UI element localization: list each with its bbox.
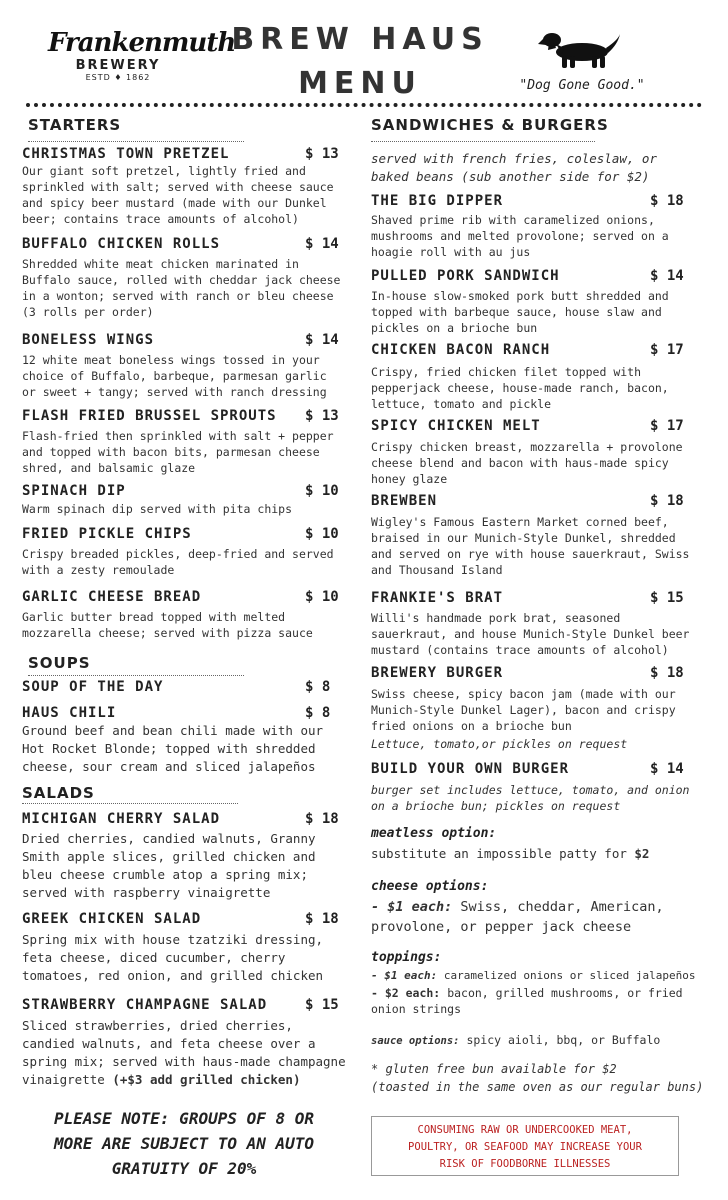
item-description: Ground beef and bean chili made with our Hot Rocket Blonde; topped with shredded cheese, sour cream and sliced jalapeños [22, 723, 324, 774]
gratuity-note-line3: GRATUITY OF 20% [111, 1159, 257, 1178]
food-safety-warning [371, 1116, 679, 1176]
item-name: FLASH FRIED BRUSSEL SPROUTS [22, 408, 277, 424]
item-price: $ 15 [305, 997, 339, 1013]
item-name: FRANKIE'S BRAT [371, 590, 504, 606]
item-price: $ 18 [650, 493, 684, 509]
toppings-1 [371, 968, 711, 984]
salads-underline [22, 803, 238, 804]
item-description: Spring mix with house tzatziki dressing, feta cheese, diced cucumber, cherry tomatoes, red onion, and grilled chicken [22, 932, 324, 983]
item-note: burger set includes lettuce, tomato, and onion on a brioche bun; pickles on request [371, 783, 690, 813]
item-price: $ 8 [305, 679, 331, 695]
logo-script: Frankenmuth [48, 28, 236, 58]
item-description: Our giant soft pretzel, lightly fried and sprinkled with salt; served with cheese sauce and spicy beer mustard (made with our Dunkel beer; contains trace amounts of alcohol) [22, 164, 334, 226]
item-note: Lettuce, tomato,or pickles on request [371, 737, 628, 751]
starters-underline [28, 141, 244, 142]
item-price: $ 10 [305, 589, 339, 605]
header-divider [26, 103, 702, 107]
gluten-free-line1: * gluten free bun available for $2 [371, 1062, 617, 1076]
gratuity-note-line2: MORE ARE SUBJECT TO AN AUTO [53, 1134, 315, 1153]
item-name: BREWERY BURGER [371, 665, 504, 681]
soups-underline [28, 675, 244, 676]
item-name: THE BIG DIPPER [371, 193, 504, 209]
toppings-2-list: bacon, grilled mushrooms, or fried onion strings [371, 986, 683, 1016]
toppings-2-price: - $2 each: [371, 986, 441, 1000]
item-price: $ 14 [305, 236, 339, 252]
logo-sub: BREWERY [75, 58, 161, 73]
item-price: $ 18 [305, 911, 339, 927]
item-description: Swiss cheese, spicy bacon jam (made with our Munich-Style Dunkel Lager), bacon and crispy fried onions on a brioche bun [371, 687, 676, 733]
item-name: SPINACH DIP [22, 483, 126, 499]
desc-text: Sliced strawberries, dried cherries, candied walnuts, and feta cheese over a spring mix; served with haus-made champagne vinaigrette [22, 1018, 346, 1087]
item-price: $ 14 [650, 268, 684, 284]
item-name: GREEK CHICKEN SALAD [22, 911, 202, 927]
sandwiches-underline [371, 141, 595, 142]
item-name: STRAWBERRY CHAMPAGNE SALAD [22, 997, 268, 1013]
warning-line2: POULTRY, OR SEAFOOD MAY INCREASE YOUR [408, 1141, 642, 1153]
warning-line1: CONSUMING RAW OR UNDERCOOKED MEAT, [417, 1124, 633, 1136]
section-heading-starters: STARTERS [28, 116, 122, 134]
meatless-heading: meatless option: [371, 826, 497, 841]
item-name: GARLIC CHEESE BREAD [22, 589, 202, 605]
warning-line3: RISK OF FOODBORNE ILLNESSES [439, 1158, 611, 1170]
cheese-list: Swiss, cheddar, American, provolone, or pepper jack cheese [371, 899, 664, 935]
item-description: In-house slow-smoked pork butt shredded and topped with barbeque sauce, house slaw and pickles on a brioche bun [371, 289, 669, 335]
sauce-options [371, 1032, 701, 1049]
item-description: Willi's handmade pork brat, seasoned sauerkraut, and house Munich-Style Dunkel beer mustard (contains trace amounts of alcohol) [371, 611, 690, 657]
page-title-menu: MENU [298, 66, 422, 101]
slogan: "Dog Gone Good." [519, 78, 645, 93]
toppings-1-price: - $1 each: [371, 969, 438, 982]
cheese-heading: cheese options: [371, 879, 489, 894]
item-description: Garlic butter bread topped with melted mozzarella cheese; served with pizza sauce [22, 610, 313, 640]
item-price: $ 14 [650, 761, 684, 777]
item-name: BUILD YOUR OWN BURGER [371, 761, 570, 777]
item-name: SOUP OF THE DAY [22, 679, 164, 695]
item-price: $ 17 [650, 418, 684, 434]
item-description: Dried cherries, candied walnuts, Granny Smith apple slices, grilled chicken and bleu cheese crumble atop a spring mix; served with raspberry vinaigrette [22, 831, 316, 900]
meatless-text [371, 846, 701, 862]
item-price: $ 18 [305, 811, 339, 827]
item-price: $ 17 [650, 342, 684, 358]
cheese-price: - $1 each: [371, 899, 453, 915]
sauce-list: spicy aioli, bbq, or Buffalo [466, 1033, 661, 1047]
item-price: $ 10 [305, 526, 339, 542]
item-name: MICHIGAN CHERRY SALAD [22, 811, 221, 827]
section-subtitle: served with french fries, coleslaw, or baked beans (sub another side for $2) [371, 151, 657, 184]
item-name: FRIED PICKLE CHIPS [22, 526, 192, 542]
item-name: PULLED PORK SANDWICH [371, 268, 560, 284]
item-price: $ 18 [650, 193, 684, 209]
section-heading-soups: SOUPS [28, 654, 91, 672]
item-description: Wigley's Famous Eastern Market corned beef, braised in our Munich-Style Dunkel, shredded and served on rye with house sauerkraut, Swiss and Thousand Island [371, 515, 690, 577]
toppings-2 [371, 985, 701, 1017]
gratuity-note [22, 1106, 346, 1181]
item-description: Crispy, fried chicken filet topped with pepperjack cheese, house-made ranch, bacon, lettuce, tomato and pickle [371, 365, 669, 411]
sauce-heading: sauce options: [371, 1035, 460, 1047]
item-name: SPICY CHICKEN MELT [371, 418, 541, 434]
section-heading-salads: SALADS [22, 784, 95, 802]
meatless-desc: substitute an impossible patty for [371, 846, 627, 861]
section-heading-sandwiches: SANDWICHES & BURGERS [371, 116, 609, 134]
item-description: Warm spinach dip served with pita chips [22, 502, 293, 516]
item-price: $ 13 [305, 146, 339, 162]
item-name: BREWBEN [371, 493, 438, 509]
gluten-free-note [371, 1060, 721, 1096]
item-price: $ 13 [305, 408, 339, 424]
item-description: Flash-fried then sprinkled with salt + pepper and topped with bacon bits, parmesan cheese shred, and balsamic glaze [22, 429, 334, 475]
item-description: 12 white meat boneless wings tossed in your choice of Buffalo, barbeque, parmesan garlic or sweet + tangy; served with ranch dressing [22, 353, 327, 399]
item-price: $ 14 [305, 332, 339, 348]
item-name: BUFFALO CHICKEN ROLLS [22, 236, 221, 252]
toppings-heading: toppings: [371, 950, 442, 965]
cheese-text [371, 897, 701, 937]
meatless-price: $2 [634, 846, 650, 861]
item-name: CHICKEN BACON RANCH [371, 342, 551, 358]
item-price: $ 8 [305, 705, 331, 721]
item-name: CHRISTMAS TOWN PRETZEL [22, 146, 230, 162]
item-price: $ 18 [650, 665, 684, 681]
item-description: Shredded white meat chicken marinated in Buffalo sauce, rolled with cheddar jack cheese in a wonton; served with ranch or bleu cheese (3 rolls per order) [22, 257, 341, 319]
item-price: $ 10 [305, 483, 339, 499]
gratuity-note-line1: PLEASE NOTE: GROUPS OF 8 OR [53, 1109, 315, 1128]
item-description: Crispy breaded pickles, deep-fried and served with a zesty remoulade [22, 547, 334, 577]
brewery-logo [48, 28, 236, 90]
desc-addon: (+$3 add grilled chicken) [112, 1072, 301, 1087]
dachshund-icon [538, 26, 622, 72]
page-title: BREW HAUS [231, 22, 489, 57]
gluten-free-line2: (toasted in the same oven as our regular buns) [371, 1080, 704, 1094]
item-description: Shaved prime rib with caramelized onions, mushrooms and melted provolone; served on a hoagie roll with au jus [371, 213, 669, 259]
item-price: $ 15 [650, 590, 684, 606]
item-name: HAUS CHILI [22, 705, 117, 721]
item-name: BONELESS WINGS [22, 332, 155, 348]
item-description: Crispy chicken breast, mozzarella + provolone cheese blend and bacon with haus-made spicy honey glaze [371, 440, 683, 486]
logo-est: ESTD ♦ 1862 [85, 73, 151, 82]
item-description [22, 1017, 346, 1089]
toppings-1-list: caramelized onions or sliced jalapeños [443, 969, 696, 982]
